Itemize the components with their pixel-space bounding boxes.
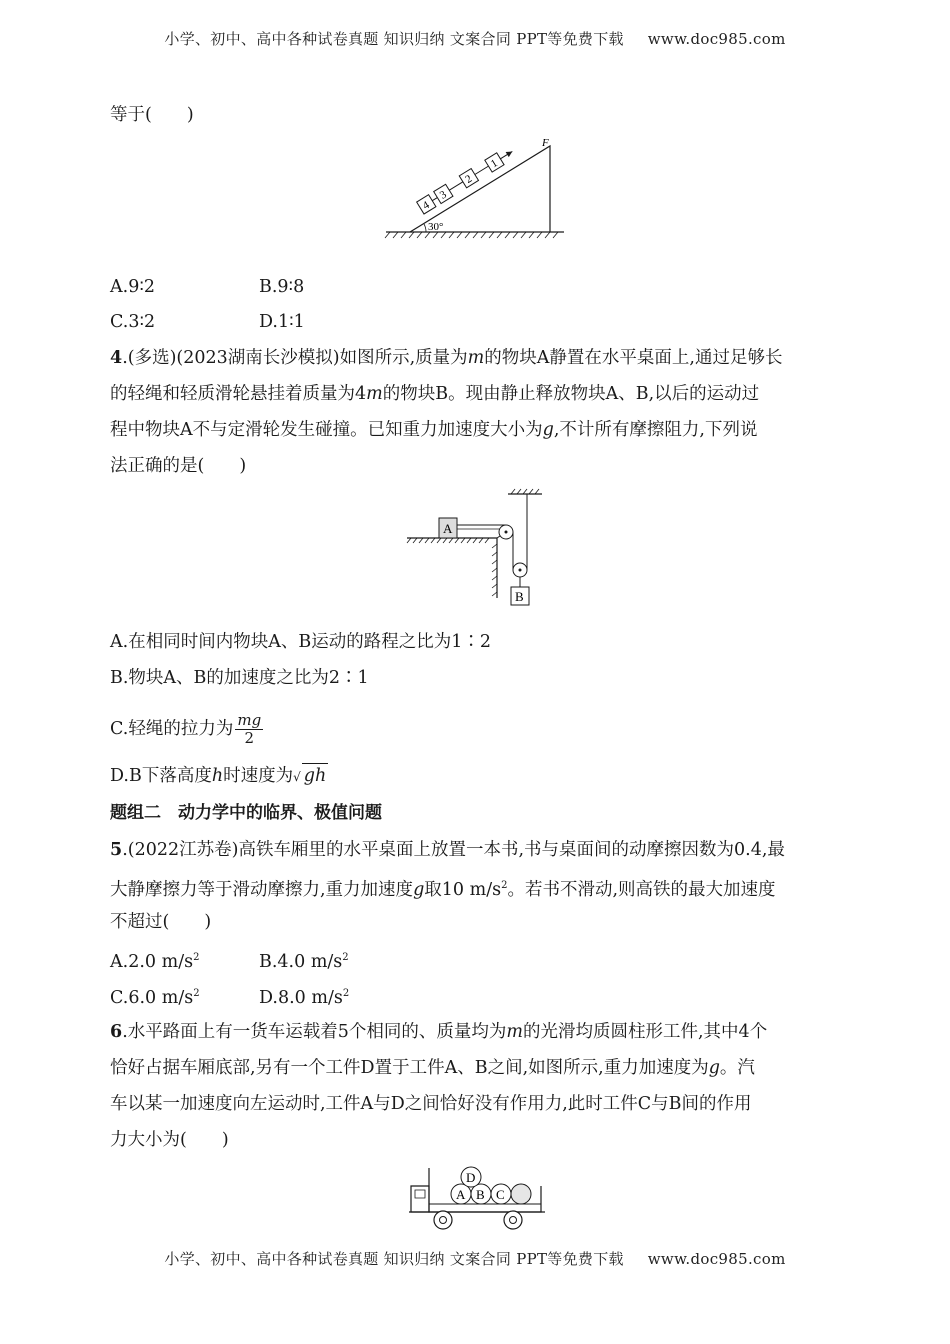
q6-stem-line4: 力大小为( ): [110, 1130, 229, 1150]
block-1-label: 1: [488, 157, 500, 171]
q4-option-c[interactable]: C.轻绳的拉力为 $\frac{mg}{2}$: [110, 711, 262, 747]
q6-number: 6: [110, 1022, 123, 1042]
q5-option-b[interactable]: B.4.0 $m/s^2$: [259, 951, 349, 972]
q4-option-b[interactable]: B.物块A、B的加速度之比为2∶1: [110, 668, 369, 688]
q4-stem-line4: 法正确的是( ): [110, 456, 247, 476]
q4-stem-line1: 4.(多选)(2023湖南长沙模拟)如图所示,质量为m的物块A静置在水平桌面上,通过足够长: [110, 348, 783, 368]
q3-options-row2: [110, 310, 305, 334]
q5-stem-line2: 大静摩擦力等于滑动摩擦力,重力加速度g取10 $m/s^2$。若书不滑动,则高铁的最大加速度: [110, 879, 776, 900]
q4-option-d[interactable]: D.B下落高度h时速度为√ gh: [110, 763, 845, 789]
page-header: [0, 28, 950, 49]
q5-options-row2: [110, 982, 350, 1010]
cylinder-b-label: B: [476, 1187, 485, 1202]
q6-stem-line2: 恰好占据车厢底部,另有一个工件D置于工件A、B之间,如图所示,重力加速度为g。汽: [110, 1058, 755, 1078]
front-wheel: [434, 1211, 452, 1229]
q4-stem-line2: 的轻绳和轻质滑轮悬挂着质量为4m的物块B。现由静止释放物块A、B,以后的运动过: [110, 384, 760, 404]
q3-option-a[interactable]: A.9∶2: [110, 277, 156, 297]
q4-stem-line3: 程中物块A不与定滑轮发生碰撞。已知重力加速度大小为g,不计所有摩擦阻力,下列说: [110, 420, 758, 440]
header-site[interactable]: www.doc985.com: [647, 30, 786, 48]
radical: gh: [302, 763, 328, 788]
block-3-label: 3: [437, 188, 449, 202]
cylinder-d-label: D: [466, 1170, 476, 1185]
cylinder-a-label: A: [456, 1187, 466, 1202]
q5-option-c[interactable]: C.6.0 $m/s^2$: [110, 987, 200, 1008]
q3-stem-tail: 等于( ): [110, 105, 194, 125]
q3-option-c[interactable]: C.3∶2: [110, 312, 156, 332]
q3-options-row1: [110, 275, 305, 299]
header-text: 小学、初中、高中各种试卷真题 知识归纳 文案合同 PPT等免费下载: [164, 30, 624, 48]
q5-stem-line1: 5.(2022江苏卷)高铁车厢里的水平桌面上放置一本书,书与桌面间的动摩擦因数为0.4,最: [110, 840, 785, 860]
cylinder-extra: [511, 1184, 531, 1204]
incline-figure: [380, 136, 570, 242]
q4-option-a[interactable]: A.在相同时间内物块A、B运动的路程之比为1∶2: [110, 632, 491, 652]
footer-site[interactable]: www.doc985.com: [647, 1250, 786, 1268]
section-heading: 题组二 动力学中的临界、极值问题: [110, 803, 382, 823]
pulley-figure: [405, 488, 545, 608]
cylinder-c-label: C: [496, 1187, 505, 1202]
q6-stem-line1: 6.水平路面上有一货车运载着5个相同的、质量均为m的光滑均质圆柱形工件,其中4个: [110, 1022, 768, 1042]
page-footer: [0, 1248, 950, 1269]
fraction: $\frac{mg}{2}$: [237, 711, 262, 747]
q5-option-a[interactable]: A.2.0 $m/s^2$: [110, 951, 200, 972]
rear-wheel: [504, 1211, 522, 1229]
q3-option-d[interactable]: D.1∶1: [259, 312, 305, 332]
block-b-label: B: [515, 589, 524, 604]
q5-number: 5: [110, 840, 123, 860]
footer-text: 小学、初中、高中各种试卷真题 知识归纳 文案合同 PPT等免费下载: [164, 1250, 624, 1268]
q6-stem-line3: 车以某一加速度向左运动时,工件A与D之间恰好没有作用力,此时工件C与B间的作用: [110, 1094, 752, 1114]
block-2-label: 2: [463, 172, 475, 186]
angle-label: 30°: [428, 221, 444, 233]
block-a-label: A: [443, 521, 453, 536]
q5-stem-line3: 不超过( ): [110, 912, 212, 932]
q5-options-row1: [110, 946, 349, 974]
force-label: F: [542, 137, 549, 149]
block-4-label: 4: [420, 199, 432, 213]
truck-figure: [405, 1164, 555, 1234]
q5-option-d[interactable]: D.8.0 $m/s^2$: [259, 987, 350, 1008]
q4-number: 4: [110, 348, 123, 368]
q3-option-b[interactable]: B.9∶8: [259, 277, 305, 297]
